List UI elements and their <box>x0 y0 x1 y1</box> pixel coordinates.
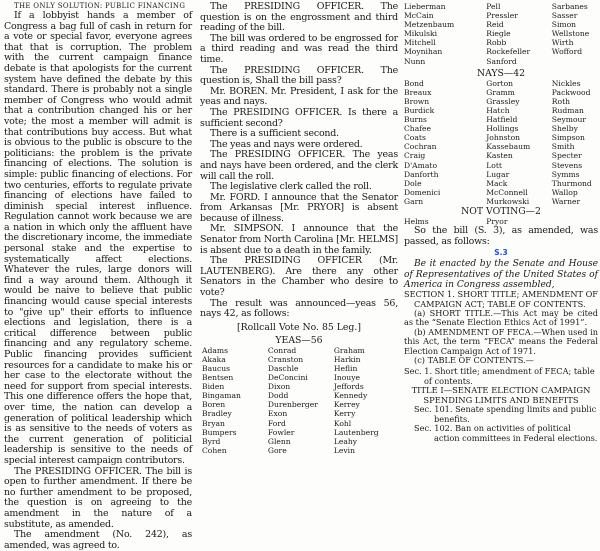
senator-name: Hatfield <box>486 115 518 125</box>
senator-name: Coats <box>404 133 426 143</box>
toc-entry: Sec. 102. Ban on activities of political action committees in Federal elections. <box>414 423 598 443</box>
senator-name: Smith <box>551 142 575 152</box>
senator-name: Domenici <box>404 187 441 197</box>
senator-name: Pell <box>486 2 501 11</box>
paragraph-public-financing: If a lobbyist hands a member of Congress a bag full of cash in return for a vote or special favor, everyone agrees that that is corruption. The problem with the current campaign finance debate is that apologists for the current system have defined the debate by this standard. There is probably not a single member of Congress who would admit that a contribution changed his or her vote; the most a member will admit is that contributions buy access. But what is obvious to the public is obscure to the politicians: the problem is the private financing of elections. The solution is simple: public financing of elections. For two centuries, efforts to regulate private financing of elections have failed to diminish special interest influence. Regulation cannot work because we are a nation in which only the affluent have the discretionary income, the immediate personal stake and the expertise to systematically affect elections. Whatever the rules, large donors will find a way around them. Although it would be naive to believe that public financing would cause special interests to "give up" their efforts to influence elections and legislation, there is a critical difference between public financing and any regulatory scheme. Public financing provides sufficient resources for a candidate to make his or her case to the electorate without the need for support from special interests. This one difference offers the hope that, over time, the nation can develop a generation of political leadership which is as sensitive to the needs of voters as the current generation of politicial leadership is sensitive to the needs of special interest campaign contributors. <box>4 10 192 466</box>
senator-name: Bumpers <box>202 427 237 437</box>
senator-name: Burns <box>404 115 427 125</box>
bill-number: S.3 <box>494 248 508 258</box>
paragraph-presiding-officer: The PRESIDING OFFICER. The bill is open to further amendment. If there be no further amendment to be proposed, the question is on agreeing to the amendment in the nature of a substitute, as amended. <box>4 465 192 530</box>
subsection-c: (c) TABLE OF CONTENTS.— <box>414 354 534 365</box>
paragraph: Mr. BOREN. Mr. President, I ask for the yeas and nays. <box>200 85 398 108</box>
senator-name: Dixon <box>267 382 291 392</box>
senator-name: Sarbanes <box>551 2 588 11</box>
senator-name: Helms <box>404 216 429 226</box>
senator-name: Cranston <box>267 354 304 364</box>
senator-name: Hollings <box>486 124 519 134</box>
senator-name: Boren <box>202 400 226 410</box>
senator-name: Seymour <box>551 115 587 125</box>
senator-name: DeConcini <box>267 373 308 383</box>
senator-name: Kennedy <box>333 391 368 401</box>
senator-name: Adams <box>202 345 228 355</box>
paragraph: The PRESIDING OFFICER. The question is on the engrossment and third reading of the bill. <box>200 1 398 34</box>
paragraph: The PRESIDING OFFICER. The question is, Shall the bill pass? <box>200 64 398 87</box>
senator-name: Durenberger <box>267 400 318 410</box>
senator-name: Kerrey <box>333 400 360 410</box>
senator-name: Pryor <box>486 216 508 226</box>
senator-name: Gramm <box>486 87 515 97</box>
senator-name: Kassebaum <box>486 142 531 152</box>
nays-heading: NAYS—42 <box>476 67 526 79</box>
senator-name: Wallop <box>551 187 578 197</box>
enacting-clause: Be it enacted by the Senate and House of Representatives of the United States of America in Congress assembled, <box>404 259 598 290</box>
senator-name: Bryan <box>202 418 225 428</box>
yeas-list <box>200 346 398 455</box>
senator-name: Sasser <box>551 11 578 21</box>
senator-name: Sanford <box>486 56 517 66</box>
paragraph: The PRESIDING OFFICER. The yeas and nays have been ordered, and the clerk will call the roll. <box>200 149 398 182</box>
senator-name: Nunn <box>404 56 426 66</box>
paragraph-result: The result was announced—yeas 56, nays 42, as follows: <box>200 297 398 320</box>
senator-name: Levin <box>333 445 355 455</box>
senator-name: Mack <box>486 178 508 188</box>
paragraph: Mr. SIMPSON. I announce that the Senator from North Carolina [Mr. HELMS] is absent due to a death in the family. <box>200 223 398 256</box>
toc-entry: Sec. 1. Short title; amendment of FECA; table of contents. <box>404 366 595 386</box>
senator-name: Daschle <box>267 364 299 373</box>
section-heading: THE ONLY SOLUTION: PUBLIC FINANCING <box>14 2 186 10</box>
senator-name: Simon <box>551 20 577 30</box>
senator-name: Danforth <box>404 169 439 179</box>
name-column <box>460 79 540 206</box>
name-column <box>460 2 540 66</box>
senator-name: Gore <box>267 445 287 455</box>
column-left <box>4 2 192 551</box>
senator-name: Ford <box>267 418 286 428</box>
senator-name: Craig <box>404 151 426 161</box>
senator-name: Roth <box>551 96 571 106</box>
senator-name: Rudman <box>551 105 584 115</box>
senator-name: Biden <box>202 382 225 392</box>
senator-name: Bingaman <box>202 391 241 401</box>
senator-name: Stevens <box>551 160 583 170</box>
senator-name: Riegle <box>486 29 511 39</box>
senator-name: Garn <box>404 196 424 206</box>
senator-name: Reid <box>486 20 504 30</box>
senator-name: Kerry <box>333 409 356 419</box>
senator-name: Jeffords <box>333 382 364 392</box>
senator-name: McCain <box>404 11 434 21</box>
senator-name: Grassley <box>486 96 520 106</box>
senator-name: Hatch <box>486 105 510 115</box>
senator-name: Byrd <box>202 436 221 446</box>
subsection-b: (b) AMENDMENT OF FECA.—When used in this Act, the term “FECA” means the Federal Election Campaign Act of 1971. <box>404 326 598 356</box>
senator-name: Cohen <box>202 445 227 455</box>
senator-name: Thurmond <box>551 178 592 188</box>
senator-name: Cochran <box>404 142 437 152</box>
senator-name: McConnell <box>486 187 528 197</box>
senator-name: Baucus <box>202 364 231 373</box>
senator-name: Moynihan <box>404 47 443 57</box>
senator-name: Warner <box>551 196 581 206</box>
senator-name: Kohl <box>333 418 352 428</box>
senator-name: Pressler <box>486 11 518 21</box>
title-1-heading: TITLE I—SENATE ELECTION CAMPAIGN SPENDING LIMITS AND BENEFITS <box>411 385 591 405</box>
paragraph-passed: So the bill (S. 3), as amended, was passed, as follows: <box>404 225 598 247</box>
subsection-a: (a) SHORT TITLE.—This Act may be cited as the “Senate Election Ethics Act of 1991”. <box>404 307 598 328</box>
senator-name: Breaux <box>404 87 432 97</box>
senator-name: Wirth <box>551 38 574 48</box>
senator-name: Lott <box>486 160 502 170</box>
senator-name: Mitchell <box>404 38 436 48</box>
paragraph: The PRESIDING OFFICER. Is there a sufficient second? <box>200 106 398 129</box>
senator-name: Simpson <box>551 133 585 143</box>
paragraph-amendment-agreed: The amendment (No. 242), as amended, was agreed to. <box>4 529 192 551</box>
name-column <box>404 79 460 206</box>
senator-name: Mikulski <box>404 29 438 39</box>
senator-name: Graham <box>333 345 365 355</box>
column-right <box>404 2 598 443</box>
senator-name: Wellstone <box>551 29 590 39</box>
senator-name: Bond <box>404 78 424 88</box>
name-column <box>404 2 460 66</box>
name-column <box>200 346 266 455</box>
senator-name: Johnston <box>486 133 521 143</box>
toc-entry: Sec. 101. Senate spending limits and public benefits. <box>414 404 597 424</box>
senator-name: Fowler <box>267 427 295 437</box>
senator-name: Leahy <box>333 436 358 446</box>
senator-name: Metzenbaum <box>404 20 455 30</box>
paragraph: The PRESIDING OFFICER (Mr. LAUTENBERG). Are there any other Senators in the Chamber who desire to vote? <box>200 255 398 299</box>
yeas-continued-list <box>404 2 598 66</box>
senator-name: Bentsen <box>202 373 234 383</box>
senator-name: Inouye <box>333 373 360 383</box>
senator-name: Specter <box>551 151 582 161</box>
senator-name: Heflin <box>333 364 358 373</box>
senator-name: Dodd <box>267 391 289 401</box>
paragraph: Mr. FORD. I announce that the Senator from Arkansas [Mr. PRYOR] is absent because of illness. <box>200 191 398 224</box>
senator-name: Burdick <box>404 105 435 115</box>
senator-name: Lugar <box>486 169 510 179</box>
rollcall-label: [Rollcall Vote No. 85 Leg.] <box>237 321 361 333</box>
senator-name: Chafee <box>404 124 432 134</box>
name-column <box>266 346 332 455</box>
senator-name: Akaka <box>202 354 226 364</box>
yeas-heading: YEAS—56 <box>275 334 323 346</box>
paragraph: The legislative clerk called the roll. <box>210 181 372 193</box>
senator-name: Exon <box>267 409 288 419</box>
senator-name: Harkin <box>333 354 361 364</box>
senator-name: Gorton <box>486 78 514 88</box>
senator-name: Bradley <box>202 409 232 419</box>
senator-name: Brown <box>404 96 430 106</box>
senator-name: Shelby <box>551 124 578 134</box>
column-middle <box>200 2 398 455</box>
senator-name: Robb <box>486 38 507 48</box>
paragraph: The yeas and nays were ordered. <box>210 138 363 150</box>
senator-name: Murkowski <box>486 196 530 206</box>
name-column <box>540 2 598 66</box>
senator-name: Glenn <box>267 436 291 446</box>
name-column <box>540 79 598 206</box>
senator-name: Wofford <box>551 47 583 57</box>
paragraph: There is a sufficient second. <box>210 128 339 140</box>
senator-name: Rockefeller <box>486 47 531 57</box>
nays-list <box>404 79 598 206</box>
senator-name: Symms <box>551 169 580 179</box>
not-voting-heading: NOT VOTING—2 <box>461 205 541 217</box>
senator-name: D'Amato <box>404 160 438 170</box>
senator-name: Lautenberg <box>333 427 379 437</box>
section-1-heading: SECTION 1. SHORT TITLE; AMENDMENT OF CAMPAIGN ACT; TABLE OF CONTENTS. <box>404 289 598 309</box>
name-column <box>332 346 398 455</box>
paragraph: The bill was ordered to be engrossed for a third reading and was read the third time. <box>200 32 398 65</box>
senator-name: Dole <box>404 178 422 188</box>
senator-name: Lieberman <box>404 2 446 11</box>
senator-name: Kasten <box>486 151 513 161</box>
senator-name: Conrad <box>267 345 297 355</box>
senator-name: Packwood <box>551 87 591 97</box>
senator-name: Nickles <box>551 78 581 88</box>
